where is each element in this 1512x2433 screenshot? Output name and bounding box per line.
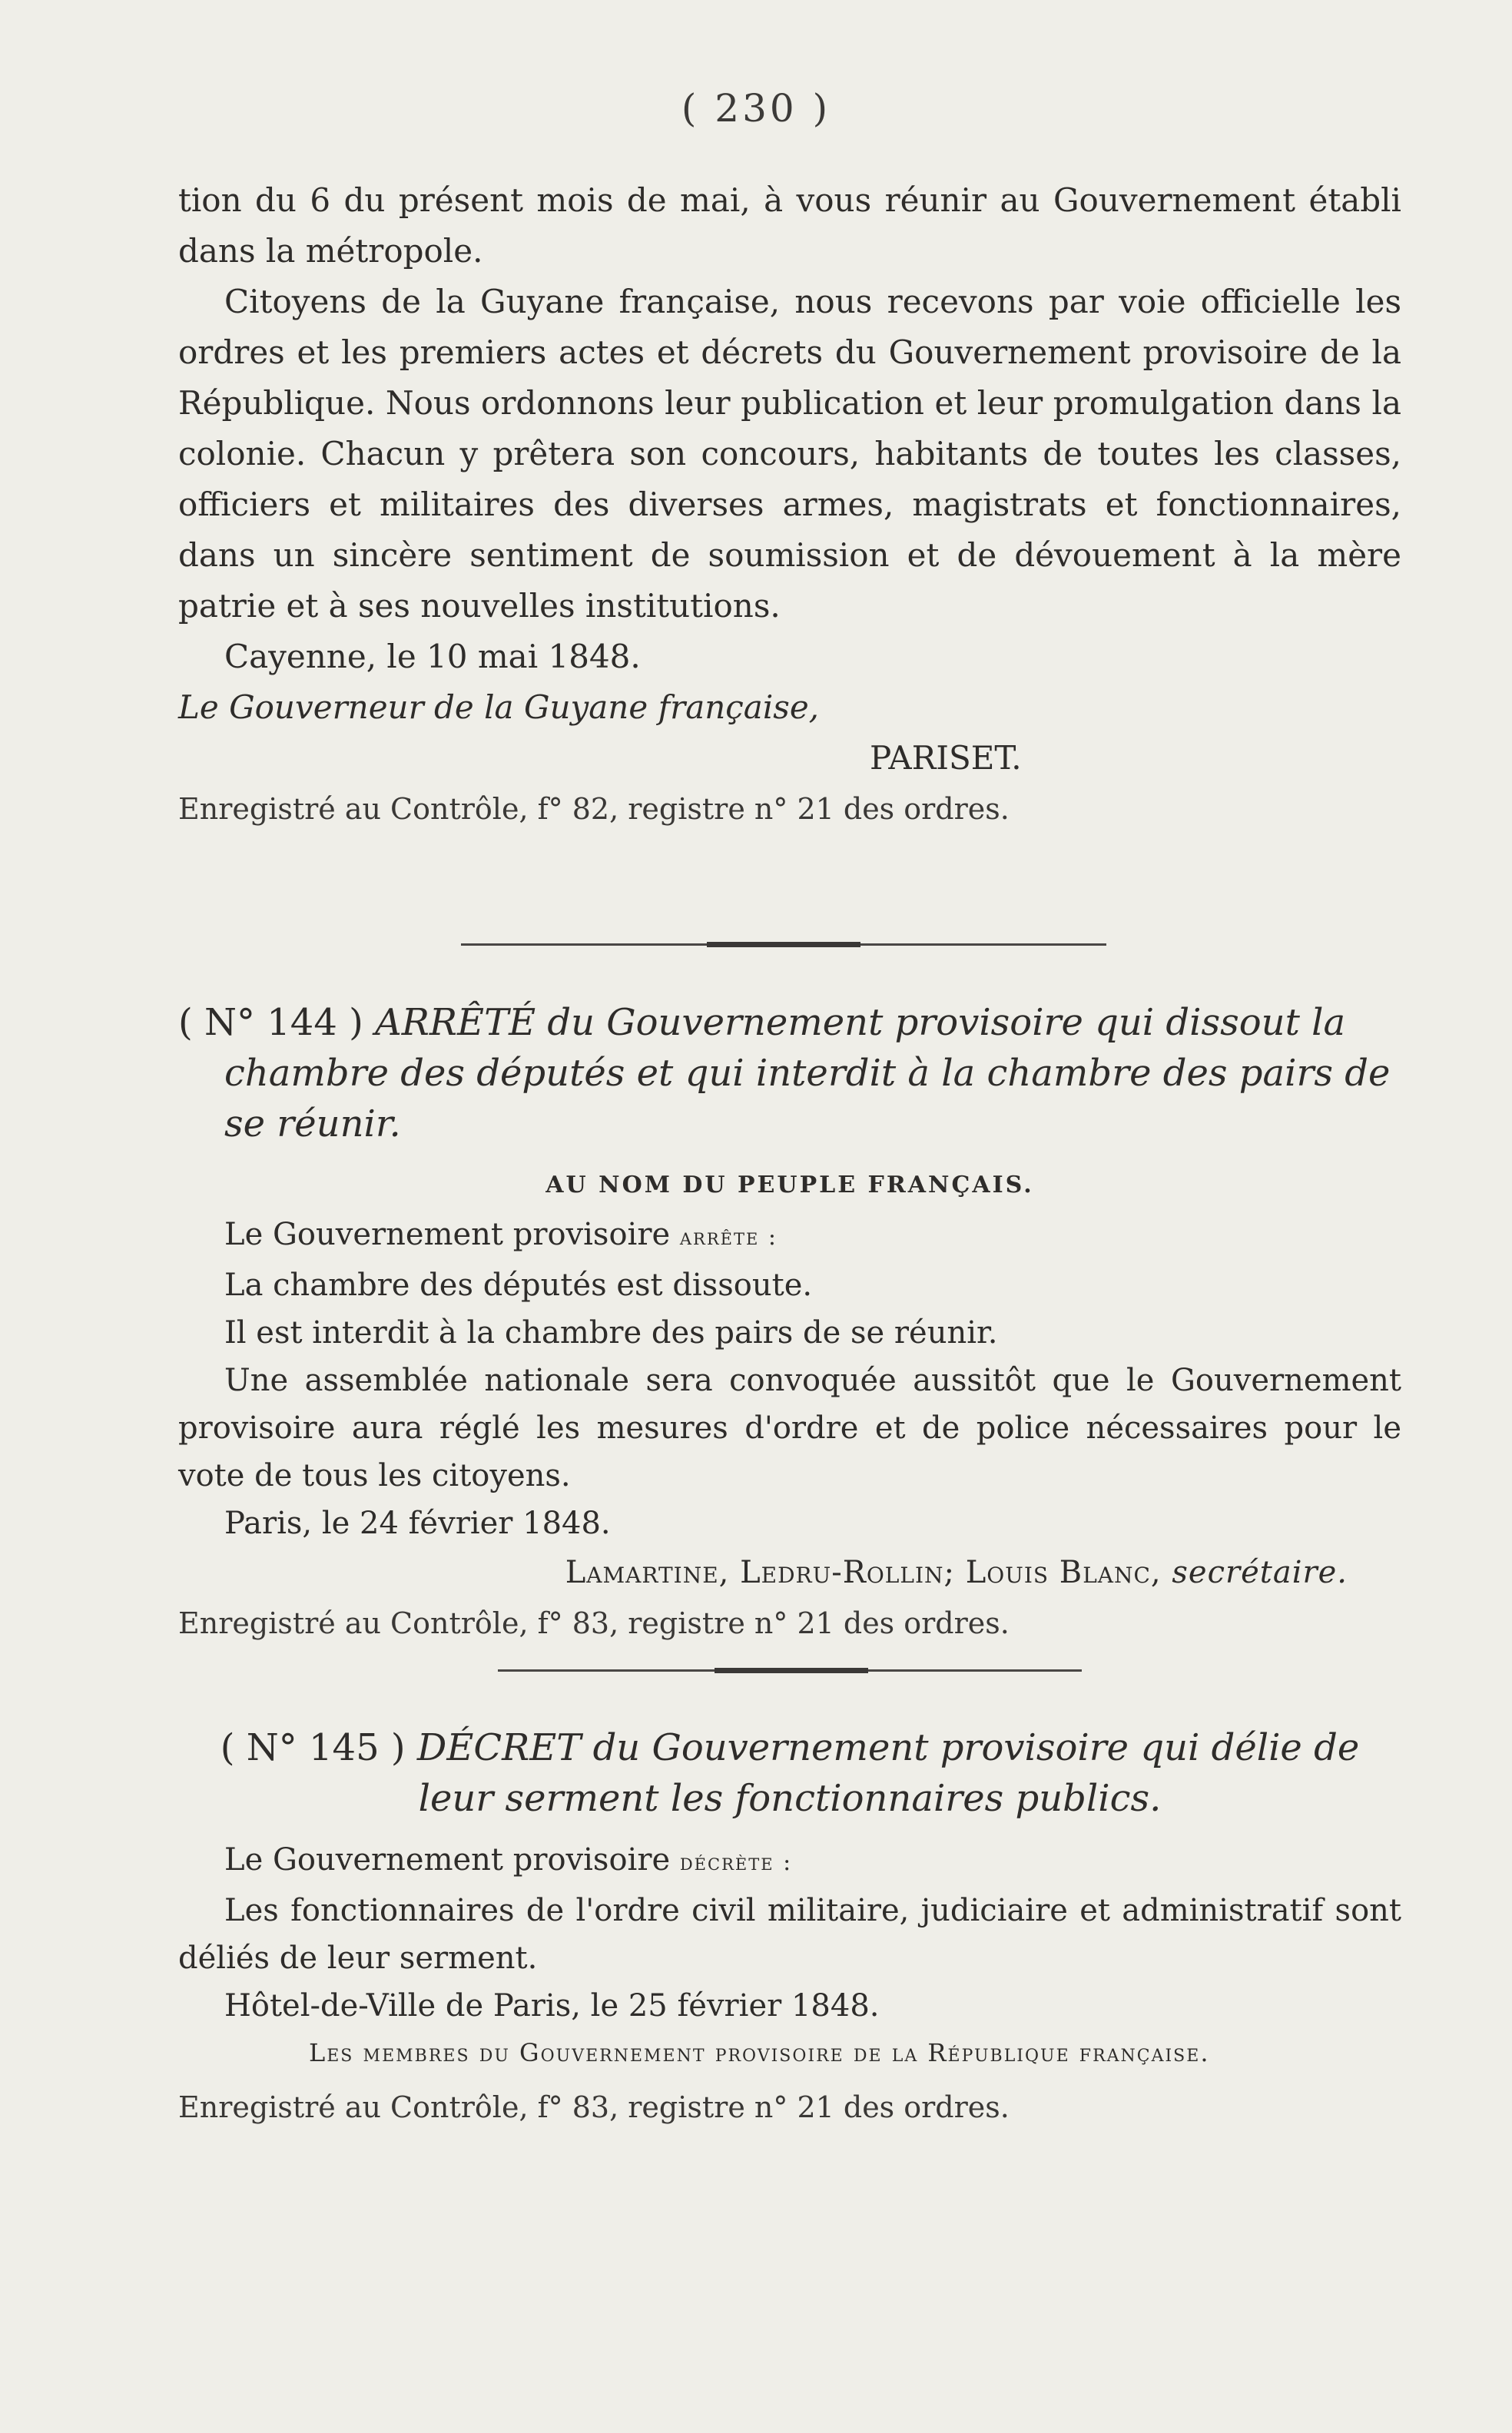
paragraph-1: tion du 6 du présent mois de mai, à vous réunir au Gouvernement établi dans la métropole.: [178, 181, 1401, 270]
decree-title: DÉCRET du Gouvernement provisoire qui délie de leur serment les fonctionnaires publics.: [416, 1726, 1360, 1820]
decree-heading: [178, 997, 1401, 1149]
registration-note: Enregistré au Contrôle, f° 83, registre n° 21 des ordres.: [178, 2090, 1010, 2124]
article-1: La chambre des députés est dissoute.: [224, 1268, 813, 1303]
article-3: Une assemblée nationale sera convoquée aussitôt que le Gouvernement provisoire aura réglé les mesures d'ordre et de police nécessaires pour le vote de tous les citoyens.: [178, 1363, 1401, 1493]
signatories-line: [178, 1547, 1401, 1598]
date-line: Paris, le 24 février 1848.: [224, 1506, 611, 1541]
date-line: Hôtel-de-Ville de Paris, le 25 février 1848.: [224, 1988, 880, 2024]
preamble: [178, 1836, 1401, 1887]
preamble-text: Le Gouvernement provisoire: [224, 1842, 671, 1878]
preamble: [178, 1211, 1401, 1261]
signer-title: Le Gouverneur de la Guyane française,: [178, 688, 820, 726]
preamble-verb: arrête :: [679, 1224, 778, 1251]
signatories: Lamartine, Ledru-Rollin; Louis Blanc,: [565, 1555, 1162, 1590]
article-2: Il est interdit à la chambre des pairs de se réunir.: [224, 1315, 998, 1351]
decree-heading: [178, 1722, 1401, 1824]
registration-note: Enregistré au Contrôle, f° 83, registre n° 21 des ordres.: [178, 1606, 1010, 1640]
divider-ornament: [707, 942, 860, 947]
invocation: AU NOM DU PEUPLE FRANÇAIS.: [545, 1172, 1034, 1198]
decree-number: ( N° 145 ): [220, 1726, 406, 1769]
article-1: Les fonctionnaires de l'ordre civil militaire, judiciaire et administratif sont déliés de leur serment.: [178, 1893, 1401, 1976]
registration-note: Enregistré au Contrôle, f° 82, registre n° 21 des ordres.: [178, 792, 1010, 826]
paragraph-2: Citoyens de la Guyane française, nous recevons par voie officielle les ordres et les premiers actes et décrets du Gouvernement provisoire de la République. Nous ordonnons leur publication et leur promulgation dans la colonie. Chacun y prêtera son concours, habitants de toutes les classes, officiers et militaires des diverses armes, magistrats et fonctionnaires, dans un sincère sentiment de soumission et de dévouement à la mère patrie et à ses nouvelles institutions.: [178, 283, 1401, 625]
decree-144: [178, 997, 1401, 1649]
page-number: ( 230 ): [681, 86, 831, 131]
decree-number: ( N° 144 ): [178, 1001, 363, 1044]
divider-ornament: [715, 1668, 868, 1673]
preamble-verb: décrète :: [679, 1849, 793, 1876]
signatories: Les membres du Gouvernement provisoire de la République française.: [309, 2038, 1210, 2067]
signer-name: PARISET.: [870, 739, 1022, 777]
date-line: Cayenne, le 10 mai 1848.: [224, 638, 641, 675]
decree-145: [178, 1722, 1401, 2133]
preamble-text: Le Gouvernement provisoire: [224, 1217, 671, 1252]
decree-title: ARRÊTÉ du Gouvernement provisoire qui dissout la chambre des députés et qui interdit à la chambre des pairs de se réunir.: [224, 1001, 1391, 1145]
secretary-label: secrétaire.: [1172, 1555, 1348, 1590]
proclamation-continuation: [178, 175, 1401, 834]
